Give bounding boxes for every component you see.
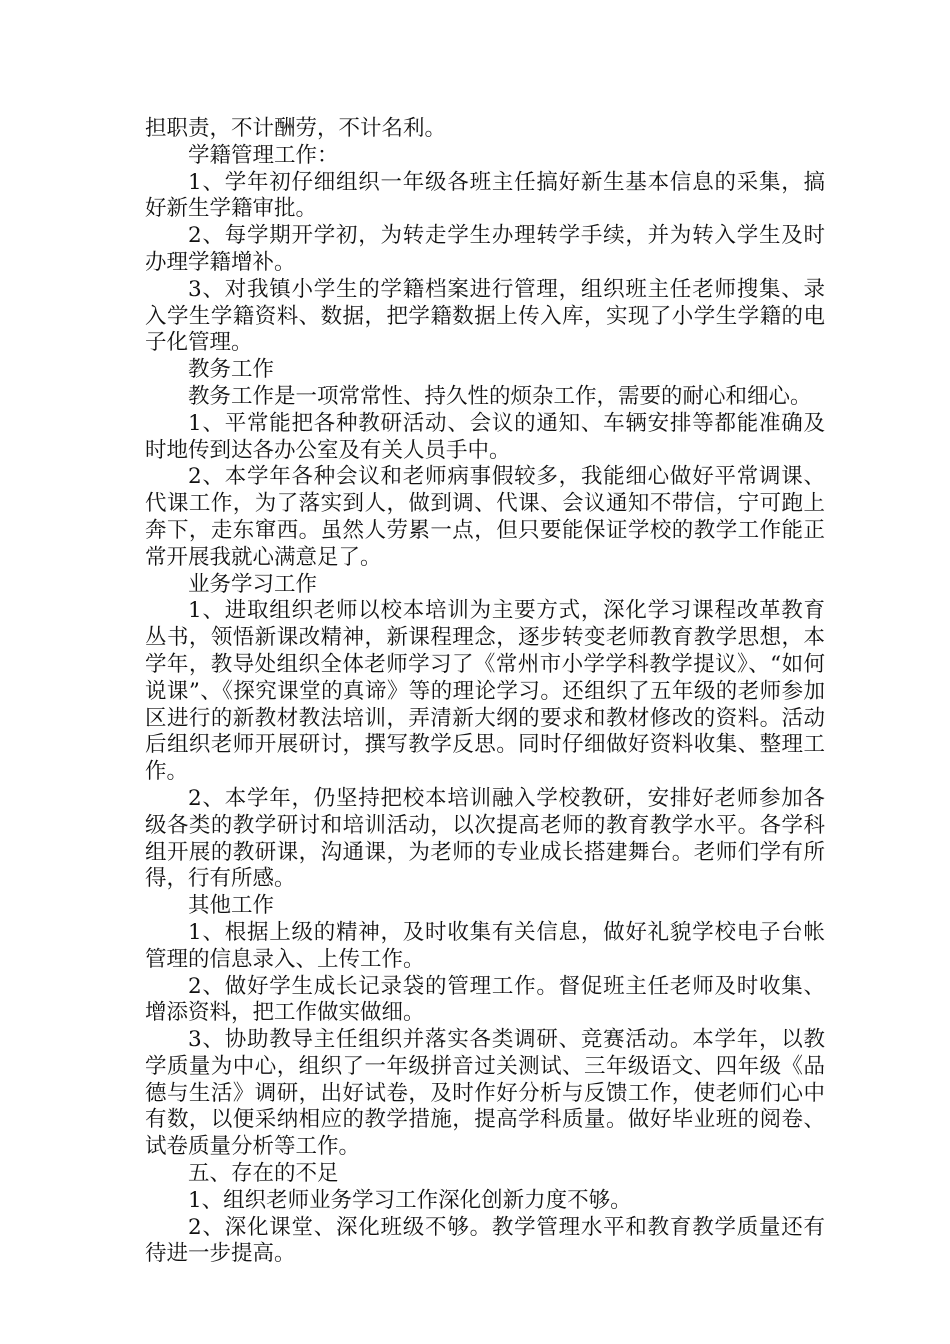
paragraph: 2、深化课堂、深化班级不够。教学管理水平和教育教学质量还有待进一步提高。: [145, 1214, 825, 1267]
section-heading-academic-affairs: 教务工作: [188, 357, 275, 383]
paragraph: 2、本学年各种会议和老师病事假较多，我能细心做好平常调课、代课工作，为了落实到人，做到调、代课、会议通知不带信，宁可跑上奔下，走东窜西。虽然人劳累一点，但只要能保证学校的教学工作能正常开展我就心满意足了。: [145, 464, 825, 570]
paragraph: 3、对我镇小学生的学籍档案进行管理，组织班主任老师搜集、录入学生学籍资料、数据，把学籍数据上传入库，实现了小学生学籍的电子化管理。: [145, 276, 825, 356]
section-heading-shortcomings: 五、存在的不足: [188, 1161, 339, 1187]
paragraph: 1、平常能把各种教研活动、会议的通知、车辆安排等都能准确及时地传到达各办公室及有关人员手中。: [145, 410, 825, 463]
section-heading-student-records: 学籍管理工作：: [188, 142, 339, 168]
paragraph: 1、学年初仔细组织一年级各班主任搞好新生基本信息的采集，搞好新生学籍审批。: [145, 169, 825, 222]
paragraph: 1、根据上级的精神，及时收集有关信息，做好礼貌学校电子台帐管理的信息录入、上传工作。: [145, 919, 825, 972]
paragraph: 2、本学年，仍坚持把校本培训融入学校教研，安排好老师参加各级各类的教学研讨和培训活动，以次提高老师的教育教学水平。各学科组开展的教研课，沟通课，为老师的专业成长搭建舞台。老师们学有所得，行有所感。: [145, 785, 825, 892]
section-heading-other-work: 其他工作: [188, 893, 275, 919]
paragraph: 教务工作是一项常常性、持久性的烦杂工作，需要的耐心和细心。: [188, 383, 812, 409]
paragraph: 2、每学期开学初，为转走学生办理转学手续，并为转入学生及时办理学籍增补。: [145, 223, 825, 275]
section-heading-professional-study: 业务学习工作: [188, 571, 318, 597]
paragraph-continuation: 担职责，不计酬劳，不计名利。: [145, 116, 447, 141]
paragraph: 3、协助教导主任组织并落实各类调研、竞赛活动。本学年，以教学质量为中心，组织了一年级拼音过关测试、三年级语文、四年级《品德与生活》调研，出好试卷，及时作好分析与反馈工作，使老师们心中有数，以便采纳相应的教学措施，提高学科质量。做好毕业班的阅卷、试卷质量分析等工作。: [145, 1027, 825, 1160]
paragraph: 1、进取组织老师以校本培训为主要方式，深化学习课程改革教育丛书，领悟新课改精神，新课程理念，逐步转变老师教育教学思想，本学年，教导处组织全体老师学习了《常州市小学学科教学提议》、“如何说课”、《探究课堂的真谛》等的理论学习。还组织了五年级的老师参加区进行的新教材教法培训，弄清新大纲的要求和教材修改的资料。活动后组织老师开展研讨，撰写教学反思。同时仔细做好资料收集、整理工作。: [145, 598, 825, 785]
paragraph: 2、做好学生成长记录袋的管理工作。督促班主任老师及时收集、增添资料，把工作做实做细。: [145, 973, 825, 1026]
paragraph: 1、组织老师业务学习工作深化创新力度不够。: [188, 1187, 632, 1213]
document-body: [145, 116, 825, 1268]
